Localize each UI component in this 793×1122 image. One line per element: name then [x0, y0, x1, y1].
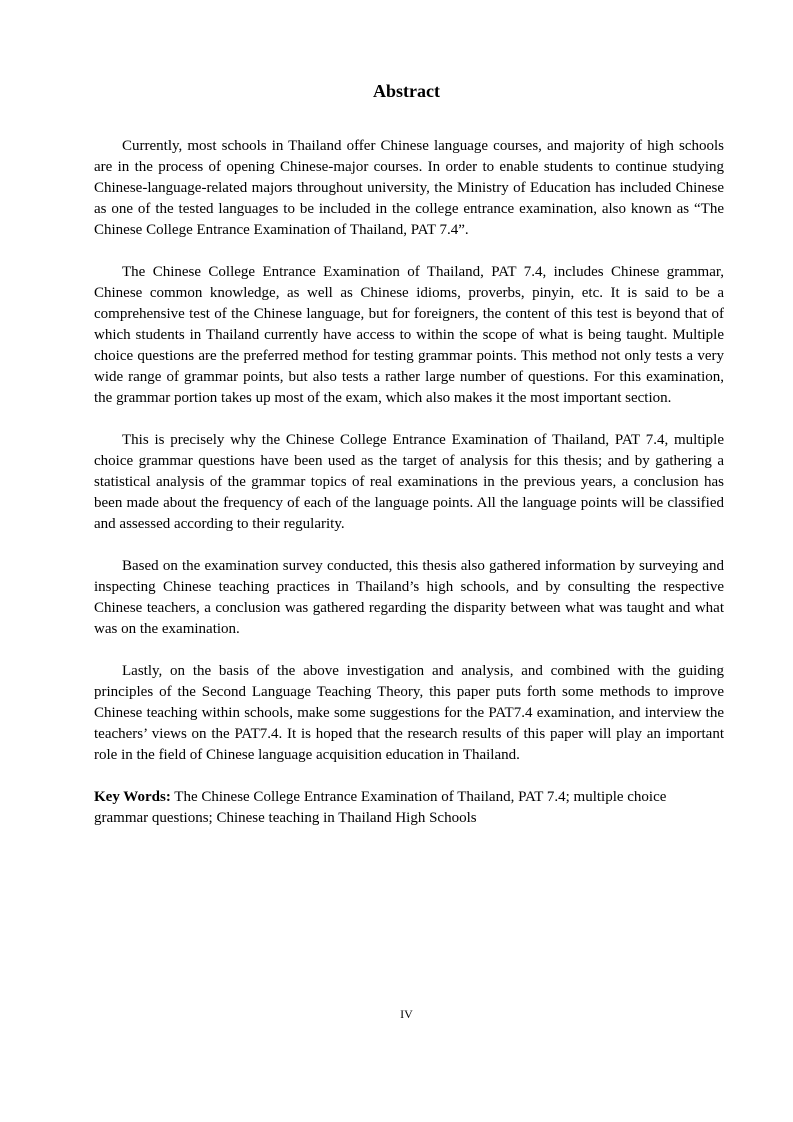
- keywords-text: The Chinese College Entrance Examination of Thailand, PAT 7.4; multiple choice grammar questions; Chinese teaching in Thailand High Schools: [94, 789, 667, 826]
- abstract-paragraph-4: Based on the examination survey conducted, this thesis also gathered information by surveying and inspecting Chinese teaching practices in Thailand’s high schools, and by consulting the respective Chinese teachers, a conclusion was gathered regarding the disparity between what was taught and what was on the examination.: [94, 558, 724, 637]
- keywords-label: Key Words:: [94, 789, 171, 805]
- abstract-paragraph-1: Currently, most schools in Thailand offer Chinese language courses, and majority of high schools are in the process of opening Chinese-major courses. In order to enable students to continue studying Chinese-language-related majors throughout university, the Ministry of Education has included Chinese as one of the tested languages to be included in the college entrance examination, also known as “The Chinese College Entrance Examination of Thailand, PAT 7.4”.: [94, 138, 724, 238]
- abstract-paragraph-3: This is precisely why the Chinese College Entrance Examination of Thailand, PAT 7.4, multiple choice grammar questions have been used as the target of analysis for this thesis; and by gathering a statistical analysis of the grammar topics of real examinations in the previous years, a conclusion has been made about the frequency of each of the language points. All the language points will be classified and assessed according to their regularity.: [94, 432, 724, 532]
- abstract-title: Abstract: [373, 81, 440, 101]
- abstract-paragraph-5: Lastly, on the basis of the above investigation and analysis, and combined with the guiding principles of the Second Language Teaching Theory, this paper puts forth some methods to improve Chinese teaching within schools, make some suggestions for the PAT7.4 examination, and interview the teachers’ views on the PAT7.4. It is hoped that the research results of this paper will play an important role in the field of Chinese language acquisition education in Thailand.: [94, 663, 724, 763]
- abstract-body: [94, 136, 724, 829]
- page-number: IV: [400, 1007, 413, 1021]
- keywords: [94, 787, 724, 829]
- abstract-paragraph-2: The Chinese College Entrance Examination of Thailand, PAT 7.4, includes Chinese grammar, Chinese common knowledge, as well as Chinese idioms, proverbs, pinyin, etc. It is said to be a comprehensive test of the Chinese language, but for foreigners, the content of this test is beyond that of which students in Thailand currently have access to within the scope of what is being taught. Multiple choice questions are the preferred method for testing grammar points. This method not only tests a very wide range of grammar points, but also tests a rather large number of questions. For this examination, the grammar portion takes up most of the exam, which also makes it the most important section.: [94, 264, 724, 406]
